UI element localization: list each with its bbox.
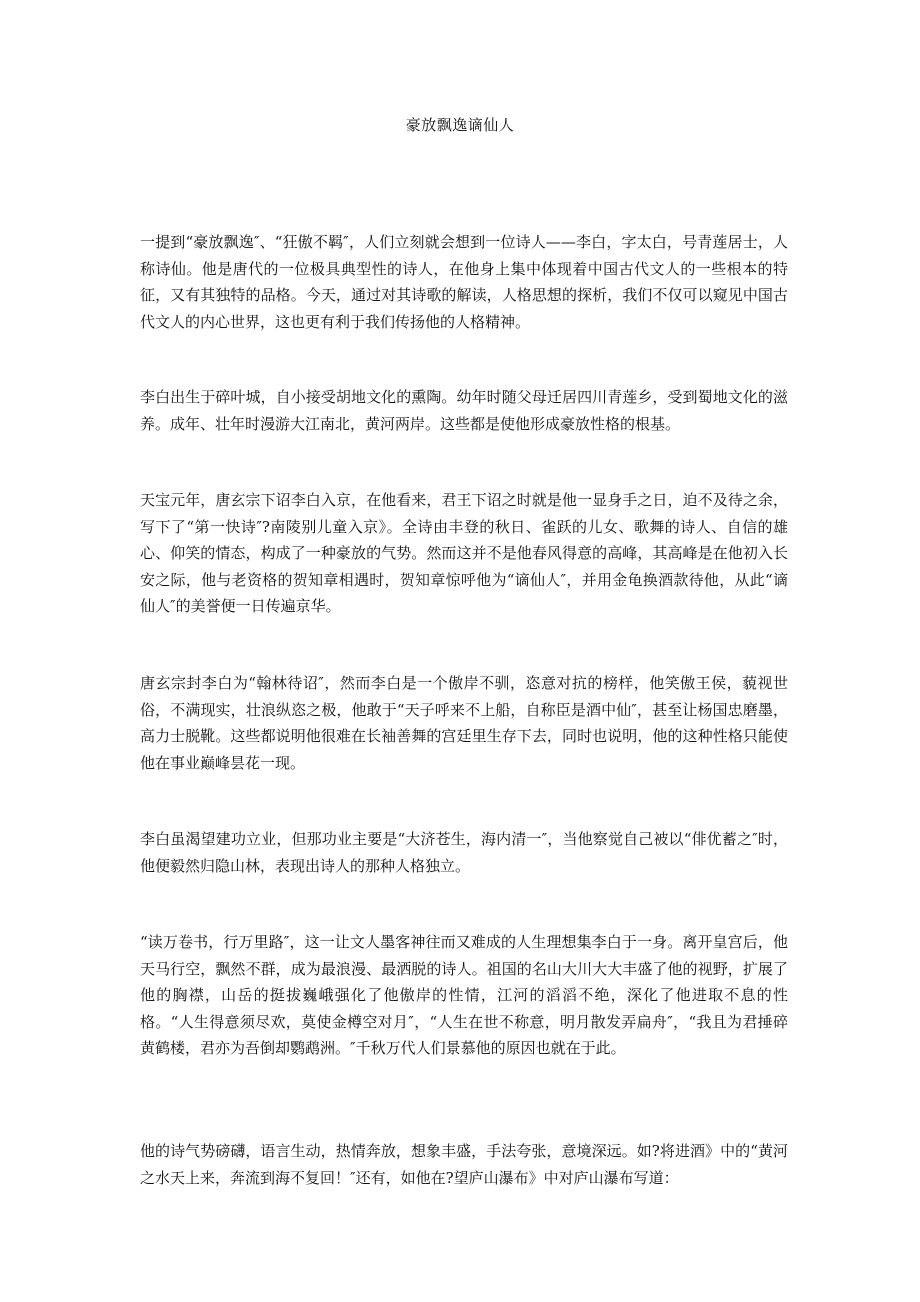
paragraph-tianbao: 天宝元年，唐玄宗下诏李白入京，在他看来，君王下诏之时就是他一显身手之日，迫不及待之余，写下了“第一快诗″?南陵别儿童入京》。全诗由丰登的秋日、雀跃的儿女、歌舞的诗人、自信的雄心、仰笑的情态，构成了一种豪放的气势。然而这并不是他春风得意的高峰，其高峰是在他初入长安之际，他与老资格的贺知章相遇时，贺知章惊呼他为“谪仙人″，并用金龟换酒款待他，从此“谪仙人″的美誉便一日传遍京华。 — [140, 491, 788, 615]
document-title: 豪放飘逸谪仙人 — [405, 116, 515, 134]
paragraph-poetry-style: 他的诗气势磅礴，语言生动，热情奔放，想象丰盛，手法夸张，意境深远。如?将进酒》中的“黄河之水天上来，奔流到海不复回！″还有，如他在?望庐山瀑布》中对庐山瀑布写道： — [140, 1142, 788, 1187]
paragraph-travels: “读万卷书，行万里路″，这一让文人墨客神往而又难成的人生理想集李白于一身。离开皇宫后，他天马行空，飘然不群，成为最浪漫、最洒脱的诗人。祖国的名山大川大大丰盛了他的视野，扩展了他的胸襟，山岳的挺拔巍峨强化了他傲岸的性情，江河的滔滔不绝，深化了他进取不息的性格。“人生得意须尽欢，莫使金樽空对月″，“人生在世不称意，明月散发弄扁舟″，“我且为君捶碎黄鹤楼，君亦为吾倒却鹦鹉洲。″千秋万代人们景慕他的原因也就在于此。 — [140, 933, 788, 1057]
paragraph-hanlin: 唐玄宗封李白为“翰林待诏″，然而李白是一个傲岸不驯，恣意对抗的榜样，他笑傲王侯，藐视世俗，不满现实，壮浪纵恣之极，他敢于“天子呼来不上船，自称臣是酒中仙″，甚至让杨国忠磨墨，高力士脱靴。这些都说明他很难在长袖善舞的宫廷里生存下去，同时也说明，他的这种性格只能使他在事业巅峰昙花一现。 — [140, 674, 788, 772]
paragraph-intro: 一提到“豪放飘逸″、“狂傲不羁″，人们立刻就会想到一位诗人——李白，字太白，号青莲居士，人称诗仙。他是唐代的一位极具典型性的诗人，在他身上集中体现着中国古代文人的一些根本的特征，又有其独特的品格。今天，通过对其诗歌的解读，人格思想的探析，我们不仅可以窥见中国古代文人的内心世界，这也更有利于我们传扬他的人格精神。 — [140, 233, 788, 331]
paragraph-birth: 李白出生于碎叶城，自小接受胡地文化的熏陶。幼年时随父母迁居四川青莲乡，受到蜀地文化的滋养。成年、壮年时漫游大江南北，黄河两岸。这些都是使他形成豪放性格的根基。 — [140, 388, 788, 433]
paragraph-independence: 李白虽渴望建功立业，但那功业主要是“大济苍生，海内清一″，当他察觉自己被以“俳优蓄之″时，他便毅然归隐山林，表现出诗人的那种人格独立。 — [140, 830, 788, 875]
